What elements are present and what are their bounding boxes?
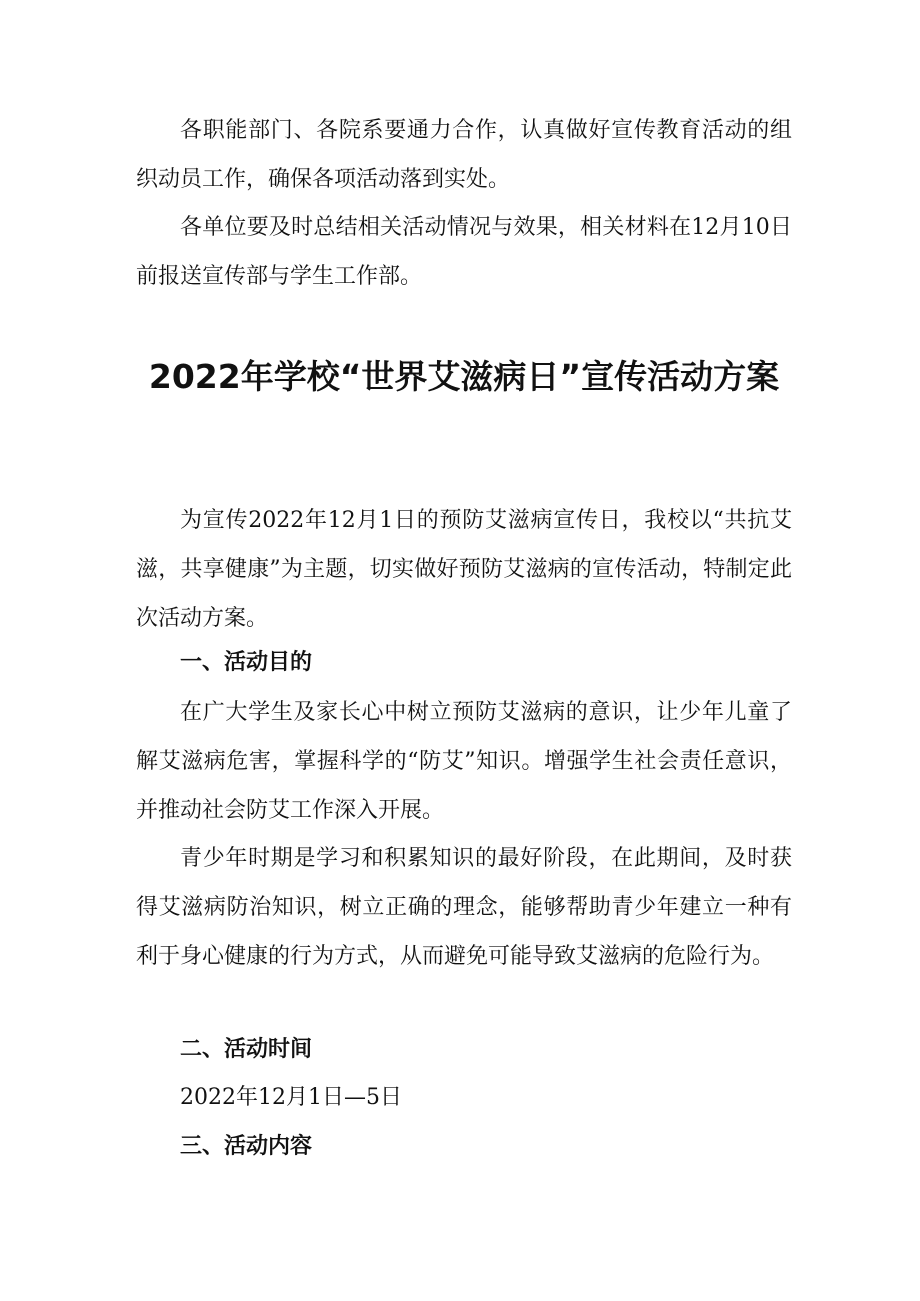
preface-paragraph: 为宣传2022年12月1日的预防艾滋病宣传日，我校以“共抗艾滋，共享健康”为主题，切实做好预防艾滋病的宣传活动，特制定此次活动方案。 [136,508,792,631]
document-title: 2022年学校“世界艾滋病日”宣传活动方案 [148,357,780,396]
section-heading-time: 二、活动时间 [180,1037,313,1062]
purpose-paragraph-awareness: 在广大学生及家长心中树立预防艾滋病的意识，让少年儿童了解艾滋病危害，掌握科学的“防艾”知识。增强学生社会责任意识，并推动社会防艾工作深入开展。 [136,700,792,823]
activity-date: 2022年12月1日—5日 [180,1085,402,1110]
section-heading-content: 三、活动内容 [180,1134,313,1159]
section-heading-purpose: 一、活动目的 [180,650,313,675]
purpose-paragraph-youth: 青少年时期是学习和积累知识的最好阶段，在此期间，及时获得艾滋病防治知识，树立正确的理念，能够帮助青少年建立一种有利于身心健康的行为方式，从而避免可能导致艾滋病的危险行为。 [136,846,792,969]
intro-paragraph-summary: 各单位要及时总结相关活动情况与效果，相关材料在12月10日前报送宣传部与学生工作部。 [136,215,792,289]
intro-paragraph-cooperation: 各职能部门、各院系要通力合作，认真做好宣传教育活动的组织动员工作，确保各项活动落到实处。 [136,118,792,192]
